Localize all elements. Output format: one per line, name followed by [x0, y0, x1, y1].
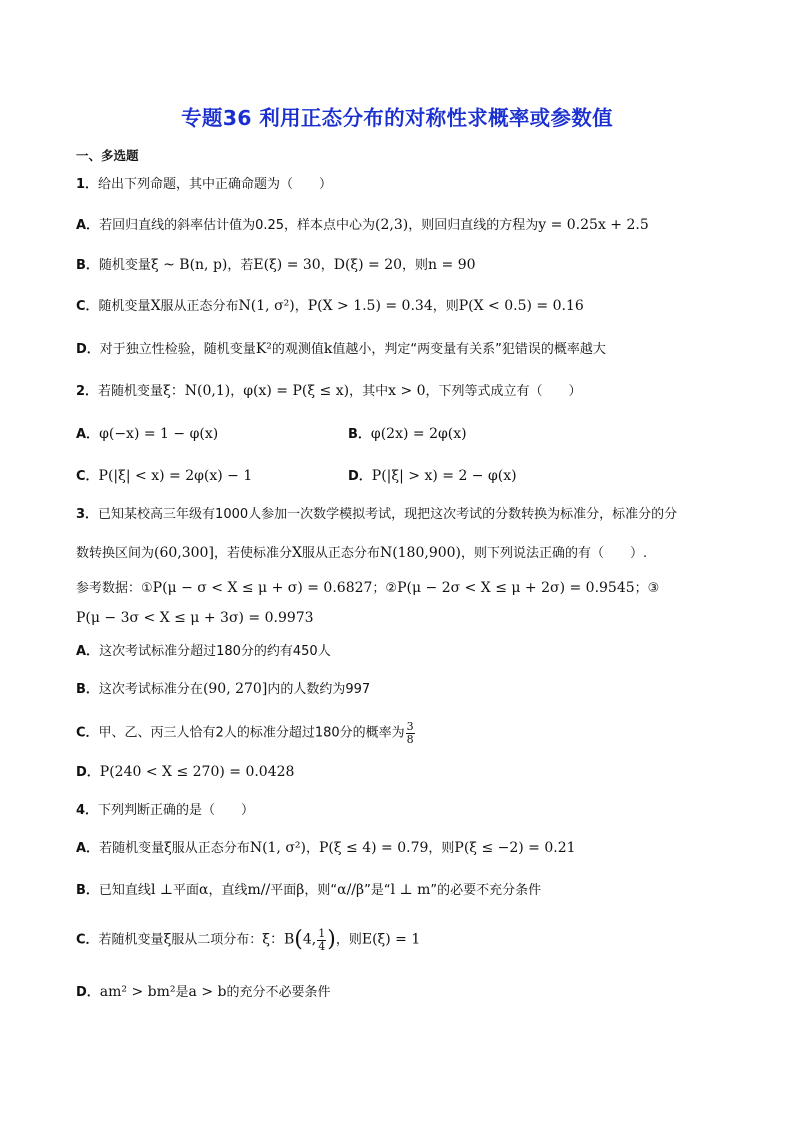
question-4-stem [76, 804, 254, 817]
option-text: 的观测值 [271, 342, 324, 357]
math-expr: E(ξ) = 30 [253, 257, 321, 273]
fraction [406, 721, 415, 745]
math-expr: am² > bm² [99, 984, 176, 1000]
question-4-option-b [76, 883, 541, 897]
option-text: 若回归直线的斜率估计值为0.25，样本点中心为 [99, 218, 376, 233]
question-4-option-a [76, 841, 576, 855]
math-expr: P(μ − 3σ < X ≤ μ + 3σ) = 0.9973 [76, 610, 314, 626]
question-text: ，下列等式成立有（ ） [425, 384, 582, 399]
option-text: 对于独立性检验，随机变量 [99, 342, 256, 357]
math-expr: x > 0 [388, 383, 426, 399]
question-text: 给出下列命题，其中正确命题为（ ） [98, 177, 333, 192]
question-number: 1． [76, 177, 99, 192]
math-expr: l ⊥ m [390, 882, 431, 898]
math-expr: (60,300] [154, 545, 214, 561]
fraction-denominator: 4 [318, 939, 326, 953]
option-label: A． [76, 841, 100, 856]
math-expr: ξ：N(0,1) [163, 383, 231, 399]
question-2-stem [76, 384, 582, 398]
option-text: ，则 [432, 299, 459, 314]
option-text: 平面 [270, 883, 297, 898]
option-text: 内的人数约为997 [267, 682, 371, 697]
math-expr: a > b [188, 984, 227, 1000]
question-3-stem-line-1 [76, 508, 677, 521]
reference-text: 参考数据：① [76, 581, 153, 596]
math-expr: P(X < 0.5) = 0.16 [458, 298, 584, 314]
question-text: 下列判断正确的是（ ） [98, 803, 255, 818]
math-expr: N(180,900) [379, 545, 462, 561]
option-text: ，若 [227, 258, 254, 273]
option-text: 服从二项分布： [171, 932, 263, 948]
option-text: 值越小，判定“两变量有关系”犯错误的概率越大 [332, 342, 606, 357]
question-1-stem [76, 178, 332, 191]
option-text: 服从正态分布 [171, 841, 250, 856]
option-text: ，则回归直线的方程为 [408, 218, 539, 233]
option-label: D． [348, 469, 372, 484]
option-label: C． [76, 725, 99, 741]
math-expr: N(1, σ²) [238, 298, 295, 314]
fraction-denominator: 8 [406, 732, 414, 746]
math-expr: ξ [164, 840, 172, 856]
option-label: C． [76, 299, 99, 314]
option-label: B． [76, 258, 99, 273]
question-3-stem-line-2 [76, 546, 647, 560]
option-label: C． [76, 932, 99, 948]
math-expr: ξ [163, 931, 172, 948]
option-label: B． [76, 682, 99, 697]
option-text: 服从正态分布 [160, 299, 239, 314]
question-3-option-d [76, 765, 294, 779]
option-label: A． [76, 427, 100, 442]
option-label: D． [76, 765, 100, 780]
right-paren: ) [327, 927, 336, 953]
math-expr: φ(x) = P(ξ ≤ x) [243, 383, 350, 399]
math-expr: P(ξ ≤ 4) = 0.79 [318, 840, 429, 856]
option-text: ， [320, 258, 334, 273]
option-text: ”的必要不充分条件 [430, 883, 542, 898]
math-expr: P(μ − 2σ < X ≤ μ + 2σ) = 0.9545 [397, 580, 635, 596]
option-text: 是 [175, 985, 189, 1000]
math-expr: P(|ξ| < x) = 2φ(x) − 1 [98, 468, 253, 484]
option-text: ，则 [428, 841, 455, 856]
question-text: ，若使标准分 [213, 546, 292, 561]
option-text: 这次考试标准分超过180分的约有450人 [99, 644, 331, 659]
math-expr: l ⊥ [150, 882, 174, 898]
question-3-option-b [76, 682, 370, 696]
option-label: D． [76, 985, 100, 1000]
fraction-numerator: 1 [318, 927, 326, 940]
option-text: 甲、乙、丙三人恰有2人的标准分超过180分的概率为 [98, 725, 405, 741]
question-text: ，其中 [349, 384, 389, 399]
question-text: 已知某校高三年级有1000人参加一次数学模拟考试，现把这次考试的分数转换为标准分，标准分的分 [98, 507, 678, 522]
question-3-reference-line-1 [76, 581, 659, 595]
option-text: ”是“ [364, 883, 391, 898]
math-expr: ξ ~ B(n, p) [150, 257, 228, 273]
math-expr: N(1, σ²) [249, 840, 306, 856]
question-3-reference-line-2 [76, 611, 314, 625]
left-paren: ( [294, 927, 303, 953]
option-label: D． [76, 342, 100, 357]
option-text: 随机变量 [98, 258, 151, 273]
reference-text: ；② [372, 581, 398, 596]
math-expr: E(ξ) = 1 [361, 931, 421, 948]
option-text: 的充分不必要条件 [226, 985, 331, 1000]
math-expr: α [199, 882, 209, 898]
option-label: A． [76, 218, 100, 233]
question-1-option-b [76, 258, 476, 272]
question-text: ，则下列说法正确的有（ ）. [461, 546, 648, 561]
option-label: B． [76, 883, 99, 898]
question-text: 若随机变量 [98, 384, 164, 399]
question-2-option-d [348, 469, 517, 483]
question-1-option-c [76, 299, 584, 313]
math-expr: m// [247, 882, 271, 898]
page-title: 专题36 利用正态分布的对称性求概率或参数值 [181, 106, 613, 130]
question-text: ， [230, 384, 244, 399]
question-2-option-b [348, 427, 467, 441]
option-text: 若随机变量 [98, 932, 164, 948]
math-expr: P(ξ ≤ −2) = 0.21 [454, 840, 576, 856]
math-expr: P(X > 1.5) = 0.34 [307, 298, 433, 314]
option-text: ，则“ [304, 883, 338, 898]
math-expr: X [150, 298, 161, 314]
option-label: A． [76, 644, 100, 659]
math-expr: α//β [337, 882, 365, 898]
question-2-option-c [76, 469, 252, 483]
question-number: 4． [76, 803, 99, 818]
math-expr: k [323, 341, 333, 357]
question-number: 2． [76, 384, 99, 399]
option-text: ，直线 [208, 883, 248, 898]
math-expr: (2,3) [375, 217, 409, 233]
option-label: C． [76, 469, 99, 484]
math-expr: y = 0.25x + 2.5 [538, 217, 649, 233]
question-1-option-d [76, 342, 606, 356]
option-text: ，则 [335, 932, 362, 948]
option-text: ， [294, 299, 308, 314]
question-number: 3． [76, 507, 99, 522]
math-expr: β [296, 882, 305, 898]
math-expr: n = 90 [428, 257, 476, 273]
question-2-option-a [76, 427, 218, 441]
question-1-option-a [76, 218, 649, 232]
math-expr: P(|ξ| > x) = 2 − φ(x) [371, 468, 517, 484]
math-expr: φ(2x) = 2φ(x) [370, 426, 467, 442]
question-4-option-d [76, 985, 331, 999]
option-text: 随机变量 [98, 299, 151, 314]
fraction-numerator: 3 [406, 720, 414, 733]
math-expr: P(240 < X ≤ 270) = 0.0428 [99, 764, 295, 780]
question-text: 数转换区间为 [76, 546, 155, 561]
math-expr: ξ：B [262, 931, 295, 948]
question-4-option-c [76, 928, 420, 952]
question-3-option-c [76, 721, 416, 745]
question-text: 服从正态分布 [301, 546, 380, 561]
math-expr: D(ξ) = 20 [333, 257, 403, 273]
option-label: B． [348, 427, 371, 442]
section-heading: 一、多选题 [76, 148, 139, 163]
option-text: 已知直线 [98, 883, 151, 898]
question-3-option-a [76, 645, 331, 658]
option-text: 这次考试标准分在 [98, 682, 203, 697]
math-expr: K² [255, 341, 272, 357]
math-expr: P(μ − σ < X ≤ μ + σ) = 0.6827 [152, 580, 373, 596]
math-expr: X [291, 545, 302, 561]
reference-text: ；③ [634, 581, 660, 596]
math-expr: 4, [302, 931, 317, 948]
option-text: 若随机变量 [99, 841, 165, 856]
fraction [317, 928, 326, 952]
math-expr: (90, 270] [202, 681, 268, 697]
option-text: ， [305, 841, 319, 856]
option-text: 平面 [173, 883, 200, 898]
option-text: ，则 [402, 258, 429, 273]
math-expr: φ(−x) = 1 − φ(x) [99, 426, 219, 442]
